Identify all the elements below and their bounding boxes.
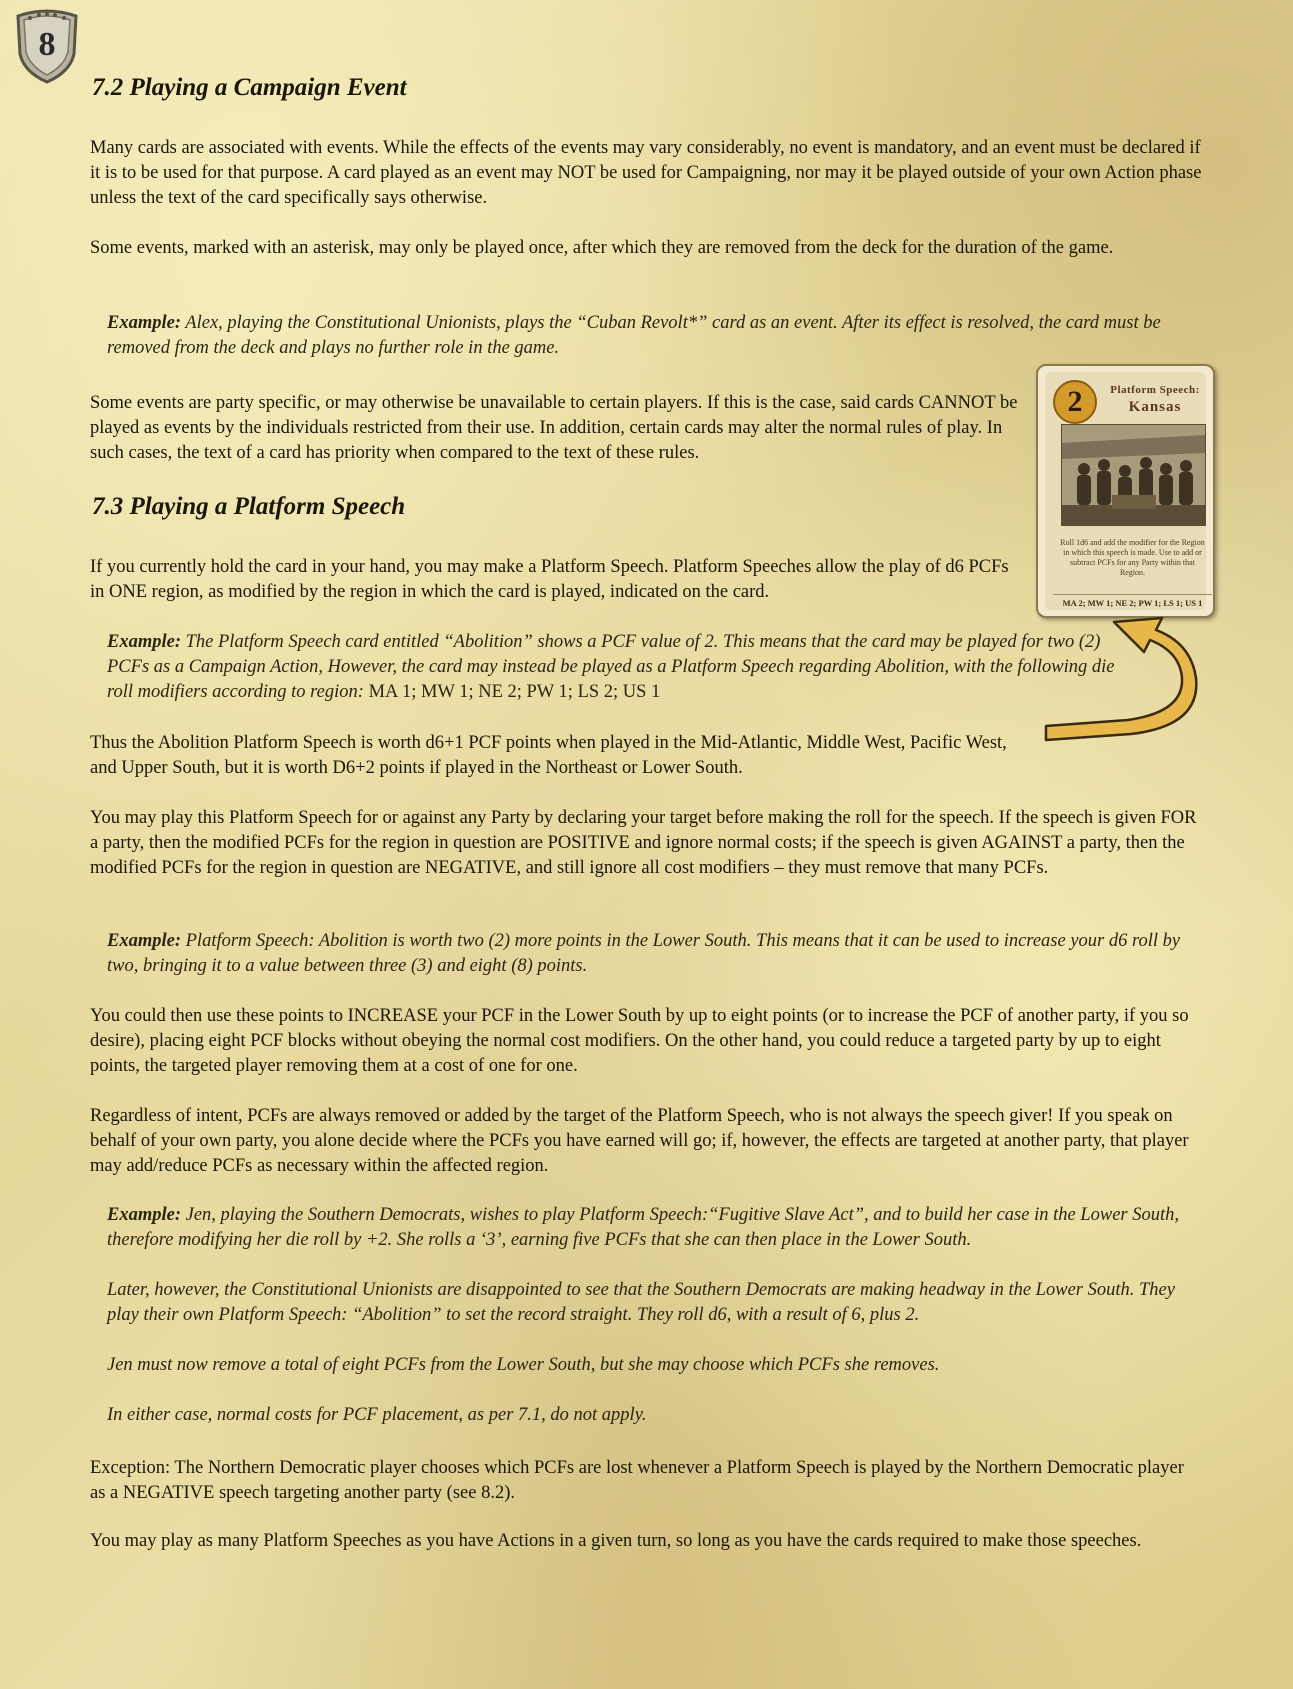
section-7-3-example-1: [107, 630, 1117, 705]
card-pcf-value: 2: [1053, 380, 1097, 424]
section-7-3-paragraph-5: Regardless of intent, PCFs are always removed or added by the target of the Platform Speech, who is not always the speech giver! If you speak on behalf of your own party, you alone decide where the PCFs you have earned will go; if, however, the effects are targeted at another party, that player may add/reduce PCFs as necessary within the affected region.: [90, 1106, 1189, 1176]
section-7-2-heading: 7.2 Playing a Campaign Event: [92, 74, 407, 101]
section-7-2-paragraph-1: Many cards are associated with events. While the effects of the events may vary considerably, no event is mandatory, and an event must be declared if it is to be used for that purpose. A card played as an event may NOT be used for Campaigning, nor may it be played outside of your own Action phase unless the text of the card specifically says otherwise.: [90, 138, 1202, 208]
section-7-3-example-2: [107, 929, 1202, 979]
example-label: Example:: [107, 313, 181, 333]
card-title-line-1: Platform Speech:: [1110, 384, 1200, 396]
card-region-modifiers: MA 2; MW 1; NE 2; PW 1; LS 1; US 1: [1053, 594, 1212, 608]
section-7-3-paragraph-7: You may play as many Platform Speeches as you have Actions in a given turn, so long as you have the cards required to make those speeches.: [90, 1531, 1142, 1551]
card-illustration: [1061, 424, 1206, 526]
example-label: Example:: [107, 931, 181, 951]
section-7-3-paragraph-4: You could then use these points to INCREASE your PCF in the Lower South by up to eight points (or to increase the PCF of another party, if you so desire), placing eight PCF blocks without obeying the normal cost modifiers. On the other hand, you could reduce a targeted party by up to eight points, the targeted player removing them at a cost of one for one.: [90, 1006, 1189, 1076]
section-7-3-heading: 7.3 Playing a Platform Speech: [92, 493, 406, 520]
example-text: Jen, playing the Southern Democrats, wishes to play Platform Speech:“Fugitive Slave Act”, and to build her case in the Lower South, therefore modifying her die roll by +2. She rolls a ‘3’, earning five PCFs that she can then place in the Lower South.: [107, 1205, 1179, 1250]
card-title-line-2: Kansas: [1128, 399, 1182, 415]
example-label: Example:: [107, 1205, 181, 1225]
section-7-3-example-4: Later, however, the Constitutional Unionists are disappointed to see that the Southern Democrats are making headway in the Lower South. They play their own Platform Speech: “Abolition” to set the record straight. They roll d6, with a result of 6, plus 2.: [107, 1280, 1175, 1325]
section-7-3-example-5: Jen must now remove a total of eight PCFs from the Lower South, but she may choose which PCFs she removes.: [107, 1355, 940, 1375]
card-description: Roll 1d6 and add the modifier for the Region in which this speech is made. Use to add or subtract PCFs for any Party within that Region.: [1060, 538, 1205, 577]
section-7-3-example-6: In either case, normal costs for PCF placement, as per 7.1, do not apply.: [107, 1405, 647, 1425]
example-text: Platform Speech: Abolition is worth two (2) more points in the Lower South. This means that it can be used to increase your d6 roll by two, bringing it to a value between three (3) and eight (8) points.: [107, 931, 1181, 976]
section-7-3-paragraph-1: If you currently hold the card in your hand, you may make a Platform Speech. Platform Speeches allow the play of d6 PCFs in ONE region, as modified by the region in which the card is played, indicated on the card.: [90, 557, 1009, 602]
section-7-2-example-1: [107, 311, 1197, 361]
section-7-3-paragraph-3: You may play this Platform Speech for or against any Party by declaring your target before making the roll for the speech. If the speech is given FOR a party, then the modified PCFs for the region in question are POSITIVE and ignore normal costs; if the speech is given AGAINST a party, then the modified PCFs for the region in question are NEGATIVE, and still ignore all cost modifiers – they must remove that many PCFs.: [90, 808, 1197, 878]
section-7-3-paragraph-2: Thus the Abolition Platform Speech is worth d6+1 PCF points when played in the Mid-Atlantic, Middle West, Pacific West, and Upper South, but it is worth D6+2 points if played in the Northeast or Lower South.: [90, 733, 1007, 778]
example-text: The Platform Speech card entitled “Abolition” shows a PCF value of 2. This means that the card may be played for two (2) PCFs as a Campaign Action, However, the card may instead be played as a Platform Speech regarding Abolition, with the following die roll modifiers according to region:: [107, 632, 1115, 702]
section-7-3-example-3: [107, 1203, 1207, 1253]
example-modifiers: MA 1; MW 1; NE 2; PW 1; LS 2; US 1: [368, 682, 661, 702]
page-number: 8: [38, 26, 56, 63]
section-7-2-paragraph-2: Some events, marked with an asterisk, may only be played once, after which they are removed from the deck for the duration of the game.: [90, 238, 1114, 258]
example-label: Example:: [107, 632, 181, 652]
section-7-3-paragraph-6: Exception: The Northern Democratic player chooses which PCFs are lost whenever a Platform Speech is played by the Northern Democratic player as a NEGATIVE speech targeting another party (see 8.2).: [90, 1458, 1184, 1503]
section-7-2-paragraph-3: Some events are party specific, or may otherwise be unavailable to certain players. If this is the case, said cards CANNOT be played as events by the individuals restricted from their use. In addition, certain cards may alter the normal rules of play. In such cases, the text of a card has priority when compared to the text of these rules.: [90, 393, 1018, 463]
curved-arrow-icon: [1036, 608, 1216, 748]
page-number-badge: [12, 6, 82, 84]
crowd-engraving-image: [1062, 425, 1205, 525]
example-text: Alex, playing the Constitutional Unionists, plays the “Cuban Revolt*” card as an event. After its effect is resolved, the card must be removed from the deck and plays no further role in the game.: [107, 313, 1161, 358]
card-face: [1045, 372, 1206, 610]
platform-speech-card: [1036, 364, 1215, 618]
